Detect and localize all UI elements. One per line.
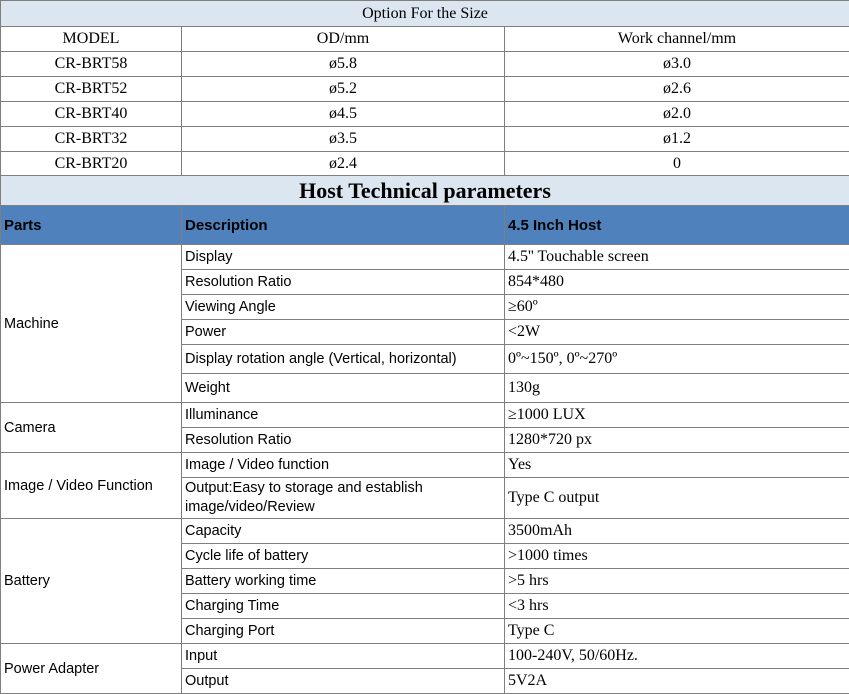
part-cell-camera: Camera (1, 403, 182, 453)
value-cell: >5 hrs (505, 569, 849, 594)
table-row (1, 245, 849, 270)
work-channel-cell: ø3.0 (505, 52, 849, 77)
value-cell: 4.5'' Touchable screen (505, 245, 849, 270)
value-cell: 0º~150º, 0º~270º (505, 345, 849, 374)
model-cell: CR-BRT52 (1, 77, 182, 102)
value-cell: Type C (505, 619, 849, 644)
description-cell: Power (182, 320, 505, 345)
work-channel-cell: ø1.2 (505, 127, 849, 152)
value-cell: <3 hrs (505, 594, 849, 619)
description-cell: Cycle life of battery (182, 544, 505, 569)
table-row (1, 127, 849, 152)
column-header-description: Description (182, 206, 505, 245)
od-cell: ø5.8 (182, 52, 505, 77)
value-cell: ≥1000 LUX (505, 403, 849, 428)
size-header-row (1, 27, 849, 52)
table-row (1, 519, 849, 544)
work-channel-cell: 0 (505, 152, 849, 177)
description-cell: Battery working time (182, 569, 505, 594)
column-header: MODEL (1, 27, 182, 52)
part-cell-image-video: Image / Video Function (1, 453, 182, 519)
work-channel-cell: ø2.0 (505, 102, 849, 127)
part-cell-machine: Machine (1, 245, 182, 403)
model-cell: CR-BRT40 (1, 102, 182, 127)
value-cell: 100-240V, 50/60Hz. (505, 644, 849, 669)
column-header: Work channel/mm (505, 27, 849, 52)
column-header-host: 4.5 Inch Host (505, 206, 849, 245)
description-cell: Weight (182, 374, 505, 403)
part-cell-battery: Battery (1, 519, 182, 644)
table-row (1, 102, 849, 127)
table-row (1, 52, 849, 77)
table-row (1, 152, 849, 177)
work-channel-cell: ø2.6 (505, 77, 849, 102)
od-cell: ø5.2 (182, 77, 505, 102)
description-cell: Output:Easy to storage and establish image/video/Review (182, 478, 505, 519)
value-cell: Type C output (505, 478, 849, 519)
od-cell: ø3.5 (182, 127, 505, 152)
description-cell: Illuminance (182, 403, 505, 428)
table-row (1, 403, 849, 428)
model-cell: CR-BRT20 (1, 152, 182, 177)
size-options-table (0, 0, 849, 177)
description-cell: Display rotation angle (Vertical, horizontal) (182, 345, 505, 374)
size-table-title: Option For the Size (1, 1, 849, 27)
size-title-row (1, 1, 849, 27)
model-cell: CR-BRT32 (1, 127, 182, 152)
description-cell: Charging Time (182, 594, 505, 619)
params-title-row (1, 176, 849, 206)
value-cell: 1280*720 px (505, 428, 849, 453)
description-cell: Viewing Angle (182, 295, 505, 320)
table-row (1, 453, 849, 478)
value-cell: 3500mAh (505, 519, 849, 544)
value-cell: 130g (505, 374, 849, 403)
description-cell: Output (182, 669, 505, 694)
value-cell: 854*480 (505, 270, 849, 295)
description-cell: Image / Video function (182, 453, 505, 478)
od-cell: ø2.4 (182, 152, 505, 177)
description-cell: Display (182, 245, 505, 270)
value-cell: 5V2A (505, 669, 849, 694)
value-cell: <2W (505, 320, 849, 345)
column-header: OD/mm (182, 27, 505, 52)
table-row (1, 644, 849, 669)
description-cell: Charging Port (182, 619, 505, 644)
params-header-row (1, 206, 849, 245)
value-cell: ≥60º (505, 295, 849, 320)
description-cell: Resolution Ratio (182, 270, 505, 295)
table-row (1, 77, 849, 102)
description-cell: Input (182, 644, 505, 669)
params-table-title: Host Technical parameters (1, 176, 849, 206)
column-header-parts: Parts (1, 206, 182, 245)
description-cell: Capacity (182, 519, 505, 544)
value-cell: >1000 times (505, 544, 849, 569)
model-cell: CR-BRT58 (1, 52, 182, 77)
part-cell-power-adapter: Power Adapter (1, 644, 182, 694)
od-cell: ø4.5 (182, 102, 505, 127)
value-cell: Yes (505, 453, 849, 478)
description-cell: Resolution Ratio (182, 428, 505, 453)
host-parameters-table (0, 175, 849, 694)
